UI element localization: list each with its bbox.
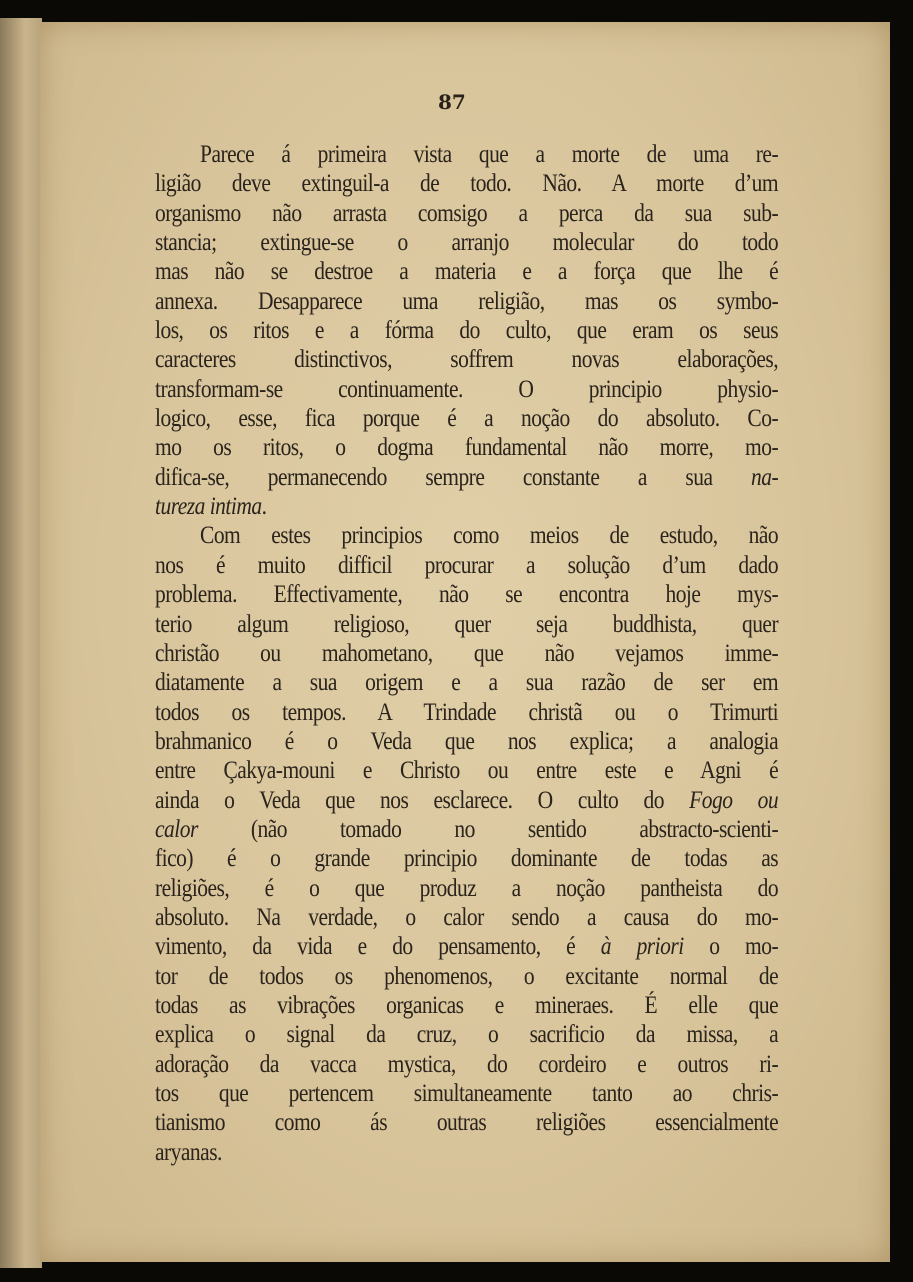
- text-line: [155, 169, 778, 198]
- text-segment: ainda o Veda que nos esclarece. O culto do: [155, 786, 690, 814]
- text-line: [155, 140, 778, 169]
- text-segment: Com estes principios como meios de estudo, não: [200, 522, 779, 550]
- text-line: [155, 844, 778, 873]
- text-segment: difica-se, permanecendo sempre constante a sua: [155, 463, 751, 491]
- text-line: [155, 1108, 778, 1137]
- text-segment: transformam-se continuamente. O principio physio-: [155, 375, 779, 403]
- text-line: [155, 463, 778, 492]
- italic-text: Fogo ou: [689, 786, 779, 814]
- italic-text: à priori: [600, 933, 684, 961]
- text-line: [155, 345, 778, 374]
- text-segment: organismo não arrasta comsigo a perca da sua sub-: [155, 199, 779, 227]
- text-segment: los, os ritos e a fórma do culto, que eram os seus: [155, 317, 779, 345]
- text-line: [155, 815, 778, 844]
- text-line: [155, 903, 778, 932]
- italic-text: na-: [750, 463, 779, 491]
- text-segment: brahmanico é o Veda que nos explica; a analogia: [155, 727, 779, 755]
- text-segment: todos os tempos. A Trindade christã ou o Trimurti: [155, 698, 779, 726]
- text-line: [155, 610, 778, 639]
- text-line: [155, 727, 778, 756]
- text-line: [155, 433, 778, 462]
- text-segment: .: [261, 493, 267, 521]
- text-segment: nos é muito difficil procurar a solução d’um dado: [155, 551, 779, 579]
- text-line: [155, 316, 778, 345]
- text-line: [155, 521, 778, 550]
- text-segment: Parece á primeira vista que a morte de uma re-: [200, 141, 779, 168]
- text-line: [155, 1138, 778, 1167]
- page-number: 87: [438, 90, 466, 114]
- text-line: [155, 375, 778, 404]
- text-segment: problema. Effectivamente, não se encontra hoje mys-: [155, 581, 779, 609]
- text-segment: (não tomado no sentido abstracto-scienti-: [197, 815, 779, 843]
- text-segment: annexa. Desapparece uma religião, mas os symbo-: [155, 287, 779, 315]
- text-segment: adoração da vacca mystica, do cordeiro e outros ri-: [155, 1050, 779, 1078]
- italic-text: calor: [155, 815, 198, 843]
- text-line: [155, 698, 778, 727]
- text-segment: tos que pertencem simultaneamente tanto ao chris-: [155, 1080, 779, 1107]
- text-segment: ligião deve extinguil-a de todo. Não. A morte d’um: [155, 170, 779, 198]
- text-line: [155, 492, 778, 521]
- text-segment: mas não se destroe a materia e a força que lhe é: [155, 258, 779, 286]
- text-line: [155, 962, 778, 991]
- text-segment: caracteres distinctivos, soffrem novas elaborações,: [155, 346, 779, 374]
- text-line: [155, 756, 778, 785]
- italic-text: tureza intima: [155, 493, 262, 521]
- text-segment: terio algum religioso, quer seja buddhista, quer: [155, 610, 779, 638]
- text-line: [155, 786, 778, 815]
- body-text: [155, 140, 778, 1167]
- text-line: [155, 932, 778, 961]
- text-line: [155, 1020, 778, 1049]
- paragraph: [155, 521, 778, 1167]
- text-line: [155, 668, 778, 697]
- text-line: [155, 551, 778, 580]
- text-line: [155, 228, 778, 257]
- text-line: [155, 991, 778, 1020]
- paragraph: [155, 140, 778, 521]
- book-spine-edge: [0, 18, 42, 1268]
- text-segment: religiões, é o que produz a noção pantheista do: [155, 874, 779, 902]
- text-segment: explica o signal da cruz, o sacrificio da missa, a: [155, 1021, 779, 1049]
- text-line: [155, 874, 778, 903]
- text-segment: aryanas.: [155, 1138, 222, 1166]
- text-segment: entre Çakya-mouni e Christo ou entre este e Agni é: [155, 757, 779, 785]
- text-segment: todas as vibrações organicas e mineraes. É elle que: [155, 991, 779, 1019]
- text-line: [155, 199, 778, 228]
- text-line: [155, 580, 778, 609]
- text-segment: stancia; extingue-se o arranjo molecular do todo: [155, 229, 779, 257]
- text-line: [155, 1050, 778, 1079]
- text-line: [155, 1079, 778, 1108]
- text-segment: o mo-: [683, 933, 779, 961]
- text-segment: tor de todos os phenomenos, o excitante normal de: [155, 962, 779, 990]
- text-line: [155, 287, 778, 316]
- text-line: [155, 404, 778, 433]
- text-segment: vimento, da vida e do pensamento, é: [155, 933, 601, 961]
- text-segment: tianismo como ás outras religiões essencialmente: [155, 1109, 779, 1137]
- text-segment: christão ou mahometano, que não vejamos imme-: [155, 639, 779, 667]
- text-segment: absoluto. Na verdade, o calor sendo a causa do mo-: [155, 903, 779, 931]
- text-segment: diatamente a sua origem e a sua razão de ser em: [155, 669, 779, 697]
- text-segment: mo os ritos, o dogma fundamental não morre, mo-: [155, 434, 779, 462]
- text-segment: fico) é o grande principio dominante de todas as: [155, 845, 779, 873]
- text-line: [155, 639, 778, 668]
- text-segment: logico, esse, fica porque é a noção do absoluto. Co-: [155, 405, 779, 433]
- text-line: [155, 257, 778, 286]
